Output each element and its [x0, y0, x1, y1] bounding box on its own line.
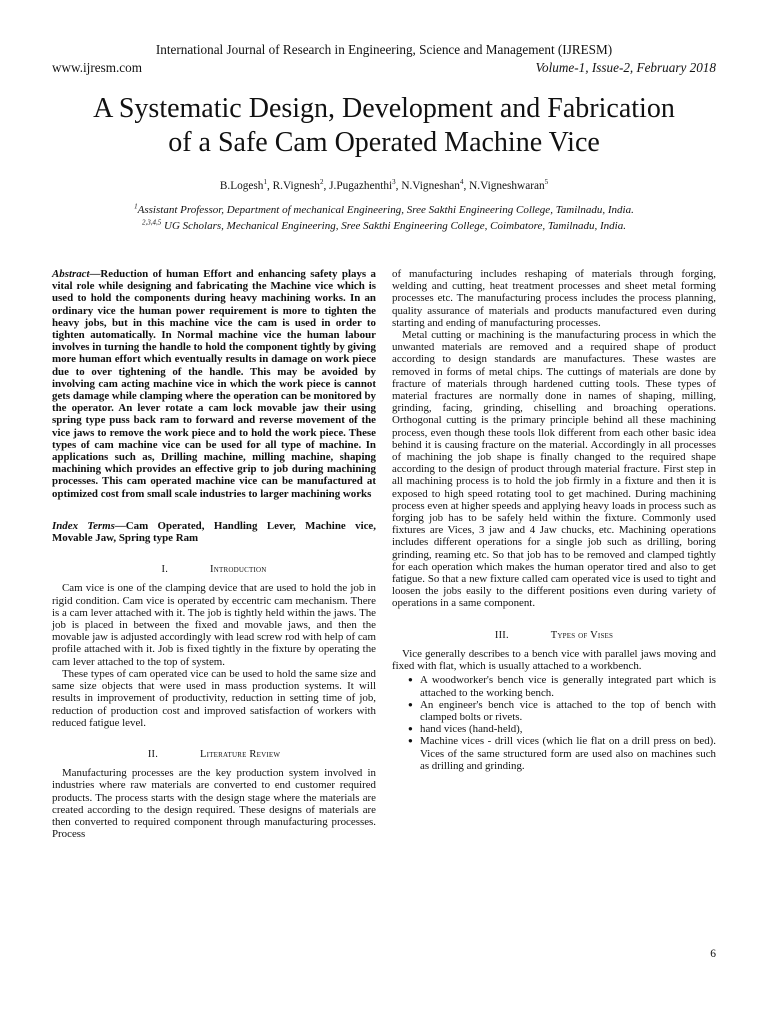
- author-2-affil: 2: [319, 178, 324, 187]
- list-item: ● hand vices (hand-held),: [410, 723, 716, 735]
- index-terms-text: —Cam Operated, Handling Lever, Machine vice, Movable Jaw, Spring type Ram: [52, 519, 376, 545]
- affiliation-1-text: Assistant Professor, Department of mechanical Engineering, Sree Sakthi Engineering College, Tamilnadu, India.: [137, 204, 634, 216]
- author-2: , R.Vignesh: [266, 180, 320, 192]
- abstract-label: Abstract: [52, 268, 90, 280]
- author-5-affil: 5: [544, 178, 549, 187]
- journal-url: www.ijresm.com: [52, 60, 142, 75]
- left-column: [52, 268, 376, 840]
- intro-paragraph-2: These types of cam operated vice can be used to hold the same size and same size objects that were used in mass production systems. It will results in improvement of productivity, reduction in setting time of job, reduction of production cost and improved satisfaction of workers with reduced fatigue level.: [52, 667, 376, 729]
- section-title: Literature Review: [200, 748, 281, 760]
- section-number: I.: [161, 564, 169, 576]
- author-5: , N.Vigneshwaran: [463, 180, 545, 192]
- author-4-affil: 4: [459, 178, 464, 187]
- vice-types-list: [392, 674, 716, 772]
- list-item: ● An engineer's bench vice is attached to the top of bench with clamped bolts or rivets.: [410, 699, 716, 723]
- index-terms-label: Index Terms: [52, 519, 115, 532]
- journal-name: International Journal of Research in Engineering, Science and Management (IJRESM): [155, 42, 613, 57]
- index-terms: [52, 520, 376, 544]
- author-3: , J.Pugazhenthi: [323, 180, 393, 192]
- page-number: 6: [710, 948, 716, 960]
- section-title: Types of Vises: [550, 629, 614, 641]
- author-1-affil: 1: [263, 178, 267, 187]
- affiliation-2-mark: 2,3,4,5: [142, 218, 162, 227]
- author-list: [0, 180, 768, 192]
- section-number: III.: [494, 629, 509, 641]
- paper-title: [40, 92, 728, 160]
- section-heading-literature-review: [52, 749, 376, 761]
- right-column: [392, 268, 716, 772]
- section-title: Introduction: [210, 564, 267, 576]
- affiliation-2: [0, 220, 768, 232]
- author-1: B.Logesh: [219, 180, 264, 192]
- volume-info: Volume-1, Issue-2, February 2018: [535, 60, 716, 75]
- literature-paragraph-1-continued: of manufacturing includes reshaping of materials through forging, welding and cutting, heat treatment processes and sheet metal forming processes etc. The manufacturing process includes the process planning, quality assurance of materials and products manufactured even during starting and ending of manufacturing processes.: [392, 268, 716, 329]
- literature-paragraph-2: Metal cutting or machining is the manufacturing process in which the unwanted materials are removed and a required shape of product according to design standards are manufactures. These wastes are removed in forms of metal chips. The cuttings of materials are done by fracture of materials through hardened cutting tools. These types of material fractures are normally done in names of shaping, milling, grinding, facing, grinding, chiselling and broaching operations. Orthogonal cutting is the primary principle behind all these machining process, even though these tools llok different from each other basic idea behind it is causing fracture on the material. Accordingly in all processes of machining the job shape is finally changed to the required shape according to the design of product through material fracture. First step in all machining process is to hold the job firmly in a fixture and then it is exposed to high speed rotating tool to get machined. During machining process even at higher speeds and applying heavy loads in process such as forging job has to be safely held within the fixture. Commonly used fixtures are Vices, 3 jaw and 4 Jaw chucks, etc. Machining operations includes different operations for a single job such as drilling, boring grinding, reaming etc. So that job has to be removed and clamped tightly for each operation which makes the human operator tired and also to get fatigue. So that a new fixture called cam operated vice is used to tight and loosen the jobs easily to the different positions even during variety of operations in a same component.: [392, 329, 716, 610]
- affiliation-1: [0, 204, 768, 216]
- affiliation-2-text: UG Scholars, Mechanical Engineering, Sree Sakthi Engineering College, Coimbatore, Tamilnadu, India.: [161, 220, 626, 232]
- list-item: ● A woodworker's bench vice is generally integrated part which is attached to the working bench.: [410, 674, 716, 698]
- list-item: ● Machine vices - drill vices (which lie flat on a drill press on bed). Vices of the same structured form are used also on machines such as drilling and grinding.: [410, 735, 716, 772]
- author-4: , N.Vigneshan: [395, 180, 460, 192]
- intro-paragraph-1: Cam vice is one of the clamping device that are used to hold the job in rigid condition. Cam vice is operated by eccentric cam mechanism. There is a cam lever attached with it. The job is tightly held within the jaws. The job is placed in between the fixed and movable jaws, and then the movable jaw is adjusted accordingly with lead screw rod with help of cam profile attached with it. Job is fixed tightly in the fixture by operating the cam lever attached to the top of system.: [52, 582, 376, 668]
- section-heading-introduction: [52, 564, 376, 576]
- section-heading-types-of-vises: [392, 630, 716, 642]
- title-line-2: of a Safe Cam Operated Machine Vice: [168, 127, 600, 158]
- title-line-1: A Systematic Design, Development and Fabrication: [93, 93, 675, 124]
- types-paragraph-1: Vice generally describes to a bench vice with parallel jaws moving and fixed with flat, which is usually attached to a workbench.: [392, 647, 716, 673]
- affiliation-1-mark: 1: [134, 202, 138, 211]
- section-number: II.: [147, 748, 159, 760]
- literature-paragraph-1: Manufacturing processes are the key production system involved in industries where raw materials are converted to end customer required products. The process starts with the design stage where the materials are created according to the design required. These designs of materials are then converted to required component through manufacturing processes. Process: [52, 767, 376, 841]
- abstract-text: —Reduction of human Effort and enhancing safety plays a vital role while designing and fabricating the Machine vice which is used to hold the components during heavy machining works. In an ordinary vice the human power requirement is more to tighten the heavy jobs, but in this machine vice the cam is used in order to tighten automatically. In Normal machine vice the human labour involves in turning the handle to hold the component tightly by giving more human effort which eventually results in damage on work piece due to over tightening of the handle. This may be avoided by involving cam acting machine vice in which the work piece is cannot gets damage while clamping where the operation can be monitored by the operator. An lever rotate a cam lock movable jaw their using spring type puss back ram to forward and reverse movement of the vice jaws to remove the work piece and to hold the work piece. These types of cam machine vice can be used for all type of machine. In applications such as, Drilling machine, milling machine, shaping machining which provides an effective grip to job during machining processes. This cam operated machine vice can be manufactured at optimized cost from small scale industries to larger machining works: [52, 268, 376, 500]
- abstract: [52, 268, 376, 500]
- author-3-affil: 3: [392, 178, 396, 187]
